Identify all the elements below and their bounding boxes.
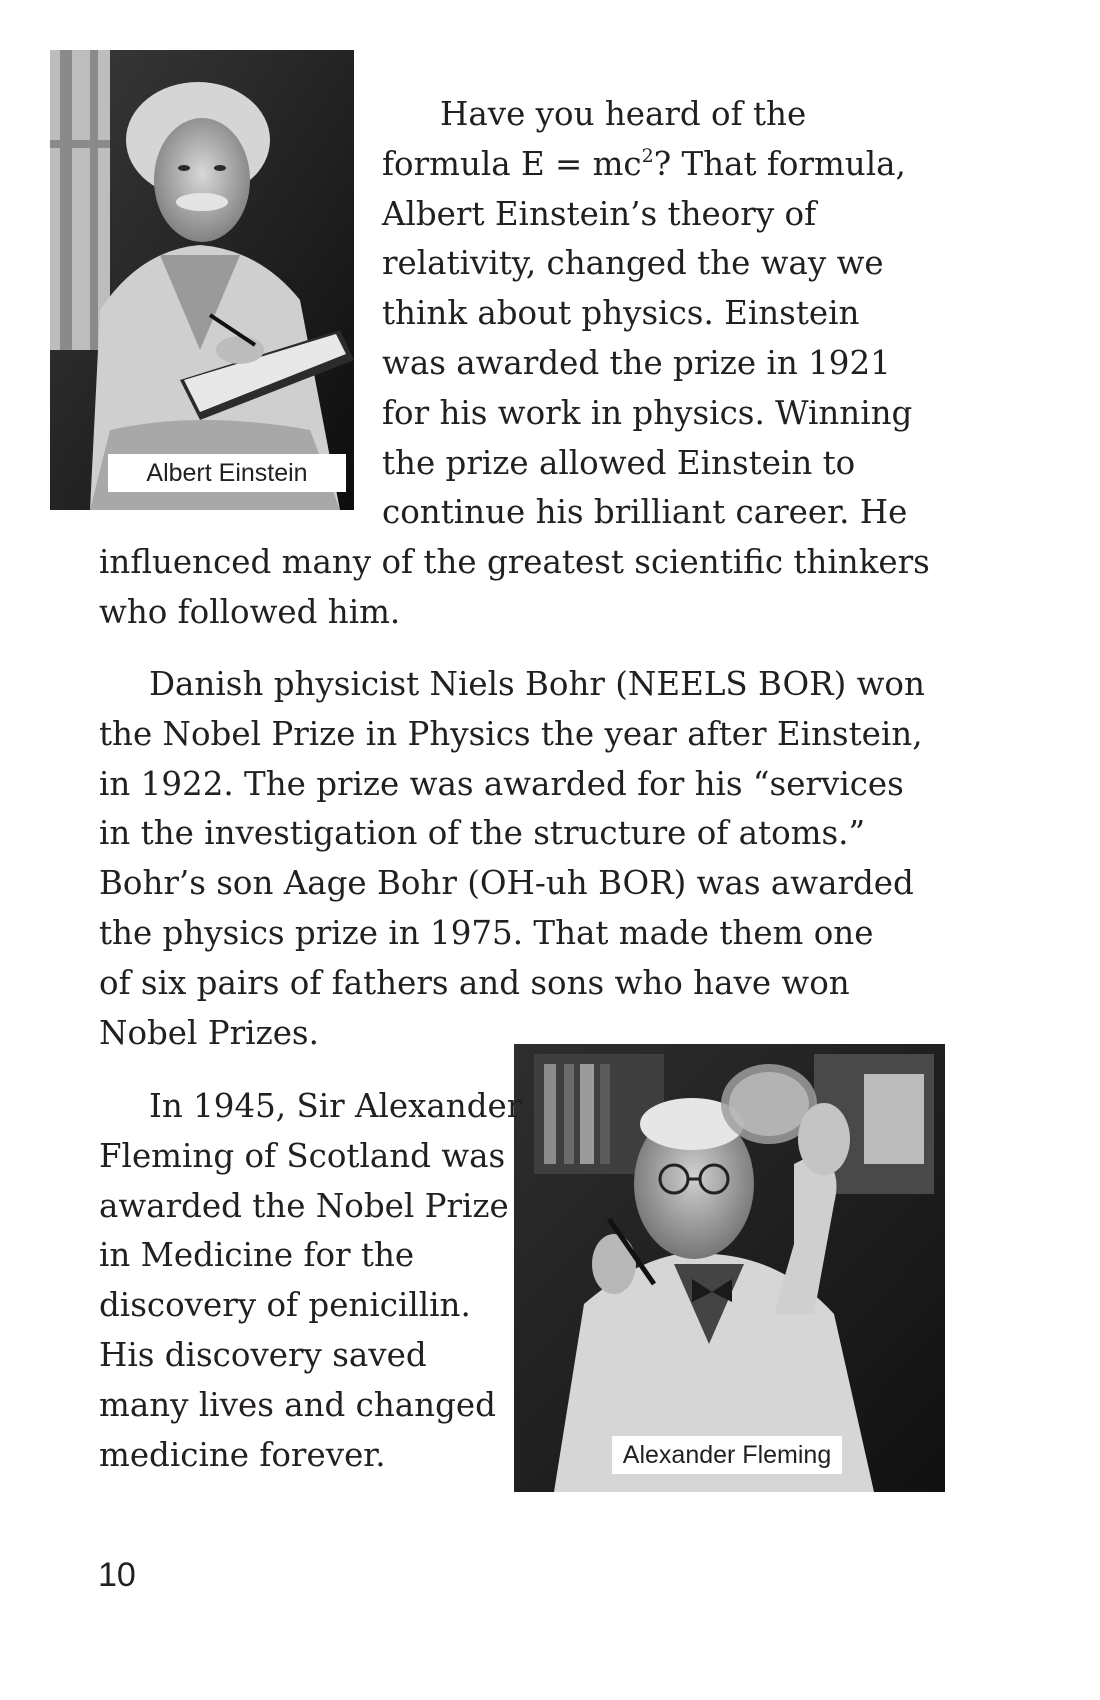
text-line: medicine forever.: [99, 1435, 386, 1474]
text-line: the Nobel Prize in Physics the year after Einstein,: [99, 714, 923, 753]
einstein-caption: Albert Einstein: [108, 454, 346, 492]
paragraph-einstein-lower: [99, 538, 999, 638]
text-line-formula: [382, 140, 922, 190]
text-line: relativity, changed the way we: [382, 244, 884, 283]
einstein-photo: [50, 50, 354, 510]
text-line: in the investigation of the structure of atoms.”: [99, 814, 866, 853]
paragraph-einstein-upper: [382, 90, 922, 538]
text-line: in 1922. The prize was awarded for his “services: [99, 764, 904, 803]
text-line: continue his brilliant career. He: [382, 493, 908, 532]
text-line: who followed him.: [99, 592, 401, 631]
text-line: Albert Einstein’s theory of: [382, 194, 817, 233]
formula-trailing-text: ? That formula,: [653, 144, 906, 183]
text-line: awarded the Nobel Prize: [99, 1186, 509, 1225]
fleming-photo: [514, 1044, 945, 1492]
text-line: Danish physicist Niels Bohr (NEELS BOR) won: [149, 665, 925, 703]
text-line: the prize allowed Einstein to: [382, 443, 856, 482]
text-line: Nobel Prizes.: [99, 1013, 319, 1052]
text-line: for his work in physics. Winning: [382, 393, 913, 432]
text-line: Fleming of Scotland was: [99, 1136, 506, 1175]
text-line: Have you heard of the: [440, 95, 807, 133]
fleming-portrait-image: [514, 1044, 945, 1492]
fleming-caption: Alexander Fleming: [612, 1436, 842, 1474]
text-line: many lives and changed: [99, 1385, 496, 1424]
text-line: the physics prize in 1975. That made them one: [99, 913, 874, 952]
text-line: think about physics. Einstein: [382, 294, 860, 333]
formula-text: formula E = mc: [382, 144, 642, 183]
einstein-portrait-image: [50, 50, 354, 510]
text-line: was awarded the prize in 1921: [382, 343, 891, 382]
text-line: of six pairs of fathers and sons who have won: [99, 963, 850, 1002]
page-number: 10: [98, 1556, 136, 1594]
paragraph-fleming: [99, 1082, 523, 1480]
text-line: in Medicine for the: [99, 1236, 415, 1275]
text-line: influenced many of the greatest scientific thinkers: [99, 543, 930, 581]
text-line: discovery of penicillin.: [99, 1286, 471, 1325]
formula-exponent: 2: [641, 144, 654, 167]
text-line: Bohr’s son Aage Bohr (OH-uh BOR) was awarded: [99, 864, 914, 903]
paragraph-bohr: [99, 660, 999, 1058]
text-line: In 1945, Sir Alexander: [149, 1087, 523, 1125]
text-line: His discovery saved: [99, 1335, 427, 1374]
